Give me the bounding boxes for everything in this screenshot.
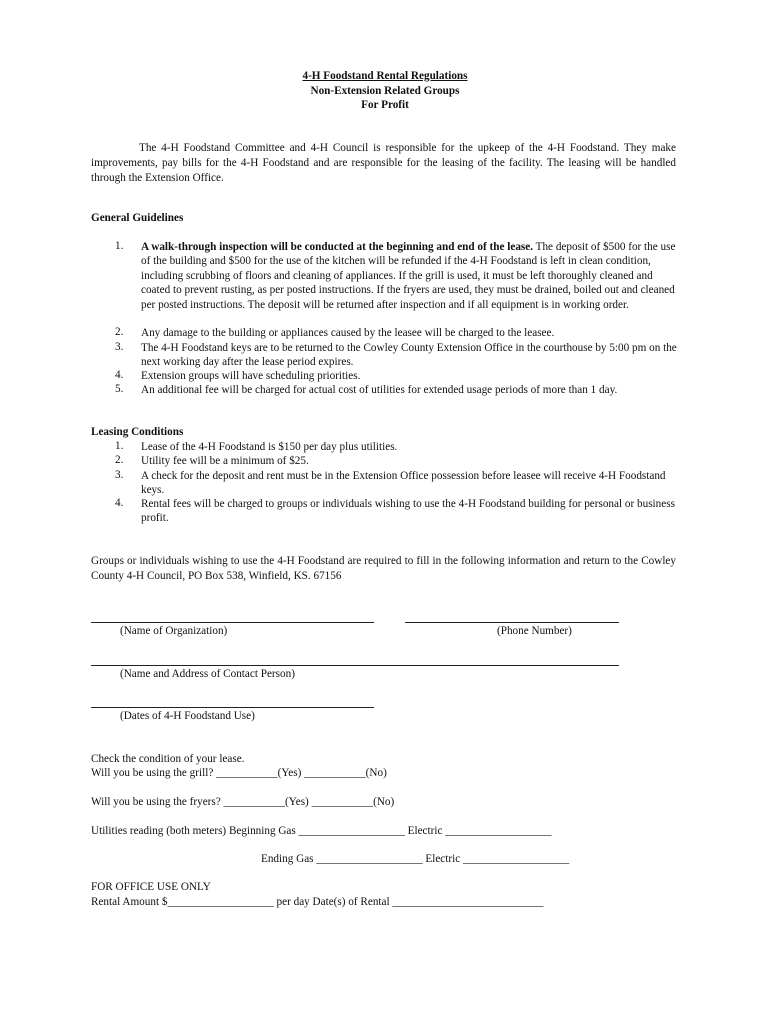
document-title: 4-H Foodstand Rental Regulations	[302, 70, 468, 82]
leasing-item: Rental fees will be charged to groups or individuals wishing to use the 4-H Foodstand building for personal or business profit.	[141, 498, 675, 525]
rental-amount-line[interactable]: Rental Amount $___________________ per day Date(s) of Rental ___________________________	[91, 896, 544, 908]
utilities-ending-reading[interactable]: Ending Gas ___________________ Electric ___________________	[261, 853, 570, 865]
intro-paragraph: The 4-H Foodstand Committee and 4-H Council is responsible for the upkeep of the 4-H Foodstand. They make improvements, pay bills for the 4-H Foodstand and are responsible for the leasing of the facility. The leasing will be handled through the Extension Office.	[91, 142, 676, 184]
phone-number-field[interactable]	[405, 622, 619, 623]
document-subtitle: Non-Extension Related Groups	[310, 85, 460, 97]
guideline-item: An additional fee will be charged for actual cost of utilities for extended usage periods of more than 1 day.	[141, 384, 618, 396]
guideline-item: Extension groups will have scheduling priorities.	[141, 370, 361, 382]
organization-name-label: (Name of Organization)	[120, 625, 228, 637]
check-condition-text: Check the condition of your lease.	[91, 753, 245, 765]
leasing-number: 3.	[115, 469, 124, 481]
fryers-question[interactable]: Will you be using the fryers? ___________(Yes) ___________(No)	[91, 796, 395, 808]
guideline-item: Any damage to the building or appliances caused by the leasee will be charged to the leasee.	[141, 327, 555, 339]
dates-of-use-field[interactable]	[91, 707, 374, 708]
guideline-number: 5.	[115, 383, 124, 395]
dates-of-use-label: (Dates of 4-H Foodstand Use)	[120, 710, 255, 722]
guideline-number: 2.	[115, 326, 124, 338]
guideline-bold-text: A walk-through inspection will be conducted at the beginning and end of the lease.	[141, 241, 534, 253]
guideline-item: The 4-H Foodstand keys are to be returned to the Cowley County Extension Office in the courthouse by 5:00 pm on the next working day after the lease period expires.	[141, 342, 677, 369]
leasing-number: 2.	[115, 454, 124, 466]
leasing-number: 1.	[115, 440, 124, 452]
leasing-item: Lease of the 4-H Foodstand is $150 per day plus utilities.	[141, 441, 398, 453]
leasing-number: 4.	[115, 497, 124, 509]
contact-person-field[interactable]	[91, 665, 619, 666]
guideline-number: 4.	[115, 369, 124, 381]
organization-name-field[interactable]	[91, 622, 374, 623]
leasing-item: Utility fee will be a minimum of $25.	[141, 455, 309, 467]
guideline-number: 3.	[115, 341, 124, 353]
document-subtitle-2: For Profit	[361, 99, 409, 111]
general-guidelines-heading: General Guidelines	[91, 212, 184, 224]
phone-number-label: (Phone Number)	[497, 625, 572, 637]
leasing-conditions-heading: Leasing Conditions	[91, 426, 184, 438]
instructions-paragraph: Groups or individuals wishing to use the 4-H Foodstand are required to fill in the following information and return to the Cowley County 4-H Council, PO Box 538, Winfield, KS. 67156	[91, 555, 676, 582]
contact-person-label: (Name and Address of Contact Person)	[120, 668, 295, 680]
utilities-beginning-reading[interactable]: Utilities reading (both meters) Beginning Gas ___________________ Electric ___________________	[91, 825, 552, 837]
office-use-heading: FOR OFFICE USE ONLY	[91, 881, 211, 893]
leasing-item: A check for the deposit and rent must be in the Extension Office possession before leasee will receive 4-H Foodstand keys.	[141, 470, 666, 497]
guideline-text: The deposit of $500 for the use of the building and $500 for the use of the kitchen will be refunded if the 4-H Foodstand is left in clean condition, including scrubbing of floors and cleaning of appliances. If the grill is used, it must be left thoroughly cleaned and coated to prevent rusting, as per posted instructions. If the fryers are used, they must be drained, boiled out and cleaned per posted instructions. The deposit will be returned after inspection and if all equipment is in working order.	[141, 241, 676, 311]
grill-question[interactable]: Will you be using the grill? ___________(Yes) ___________(No)	[91, 767, 387, 779]
guideline-item	[141, 240, 681, 312]
guideline-number: 1.	[115, 240, 124, 252]
